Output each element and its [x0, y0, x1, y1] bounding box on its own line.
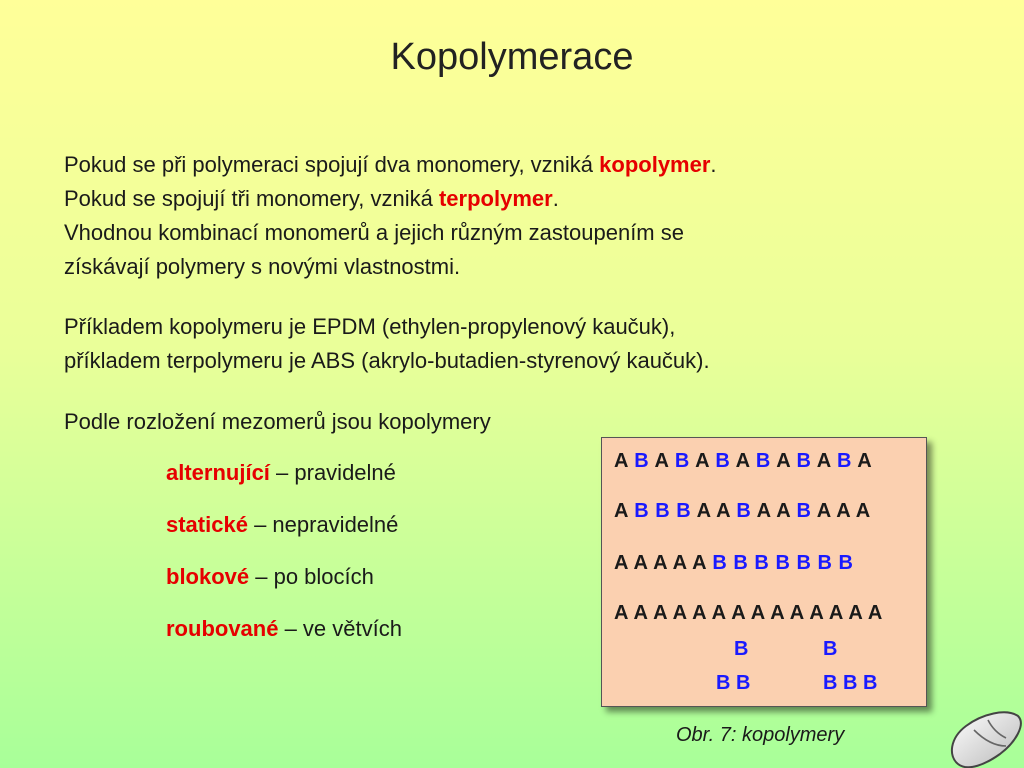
monomer-b: B — [712, 552, 728, 574]
monomer-a: A — [836, 500, 851, 522]
monomer-b: B — [838, 552, 854, 574]
examples-line-2: příkladem terpolymeru je ABS (akrylo-butadien-styrenový kaučuk). — [64, 348, 710, 373]
slide-title: Kopolymerace — [390, 36, 634, 78]
monomer-a: A — [653, 602, 668, 624]
intro-line-3: Vhodnou kombinací monomerů a jejich různým zastoupením se — [64, 220, 684, 245]
monomer-a: A — [750, 602, 765, 624]
type-alternating: alternující – pravidelné — [166, 460, 396, 485]
intro-line-1: Pokud se při polymeraci spojují dva monomery, vzniká kopolymer. — [64, 152, 717, 177]
monomer-a: A — [776, 450, 791, 472]
monomer-a: A — [692, 552, 707, 574]
monomer-a: A — [731, 602, 746, 624]
monomer-b: B — [796, 500, 812, 522]
intro-line-2: Pokud se spojují tři monomery, vzniká terpolymer. — [64, 186, 559, 211]
monomer-b: B — [796, 552, 812, 574]
monomer-b: B — [755, 450, 771, 472]
monomer-a: A — [692, 602, 707, 624]
monomer-a: A — [672, 552, 687, 574]
monomer-a: A — [756, 500, 771, 522]
figure-caption: Obr. 7: kopolymery — [676, 724, 845, 746]
monomer-a: A — [614, 602, 629, 624]
term-kopolymer: kopolymer — [599, 152, 711, 177]
monomer-a: A — [614, 500, 629, 522]
intro-line-4: získávají polymery s novými vlastnostmi. — [64, 254, 461, 279]
monomer-b: B — [634, 450, 650, 472]
monomer-a: A — [857, 450, 873, 472]
monomer-b: B — [715, 450, 731, 472]
monomer-a: A — [696, 500, 711, 522]
monomer-b: B — [736, 500, 752, 522]
monomer-b: B — [837, 450, 852, 472]
sequence-statistical — [614, 500, 871, 523]
mouse-icon — [944, 706, 1024, 768]
monomer-a: A — [855, 500, 871, 522]
monomer-a: A — [789, 602, 804, 624]
monomer-b: B — [775, 552, 791, 574]
monomer-b: B — [796, 450, 812, 472]
monomer-a: A — [816, 500, 831, 522]
sequence-graft-main — [614, 602, 883, 625]
graft-branch: B — [734, 638, 749, 660]
monomer-a: A — [776, 500, 791, 522]
distribution-lead: Podle rozložení mezomerů jsou kopolymery — [64, 409, 491, 434]
monomer-b: B — [754, 552, 770, 574]
monomer-a: A — [633, 602, 648, 624]
monomer-a: A — [809, 602, 824, 624]
monomer-a: A — [633, 552, 648, 574]
monomer-b: B — [655, 500, 671, 522]
monomer-a: A — [867, 602, 883, 624]
examples-line-1: Příkladem kopolymeru je EPDM (ethylen-propylenový kaučuk), — [64, 314, 676, 339]
graft-branch: B B B — [823, 672, 878, 694]
monomer-a: A — [695, 450, 710, 472]
type-block: blokové – po blocích — [166, 564, 374, 589]
graft-branch: B — [823, 638, 838, 660]
monomer-a: A — [614, 450, 629, 472]
monomer-a: A — [653, 552, 668, 574]
monomer-a: A — [614, 552, 629, 574]
monomer-a: A — [711, 602, 726, 624]
monomer-a: A — [672, 602, 687, 624]
graft-branch: B B — [716, 672, 751, 694]
monomer-b: B — [634, 500, 650, 522]
type-statistical: statické – nepravidelné — [166, 512, 399, 537]
term-terpolymer: terpolymer — [438, 186, 553, 211]
monomer-a: A — [770, 602, 785, 624]
monomer-b: B — [817, 552, 833, 574]
monomer-a: A — [828, 602, 844, 624]
sequence-alternating — [614, 450, 872, 473]
monomer-a: A — [735, 450, 750, 472]
monomer-b: B — [733, 552, 749, 574]
monomer-a: A — [816, 450, 831, 472]
type-graft: roubované – ve větvích — [166, 616, 402, 641]
monomer-a: A — [848, 602, 863, 624]
monomer-a: A — [654, 450, 669, 472]
examples-paragraph — [64, 310, 710, 378]
copolymer-diagram-box — [601, 437, 927, 707]
intro-paragraph — [64, 148, 717, 284]
monomer-a: A — [716, 500, 731, 522]
monomer-b: B — [676, 500, 692, 522]
monomer-b: B — [674, 450, 690, 472]
sequence-block — [614, 552, 853, 575]
